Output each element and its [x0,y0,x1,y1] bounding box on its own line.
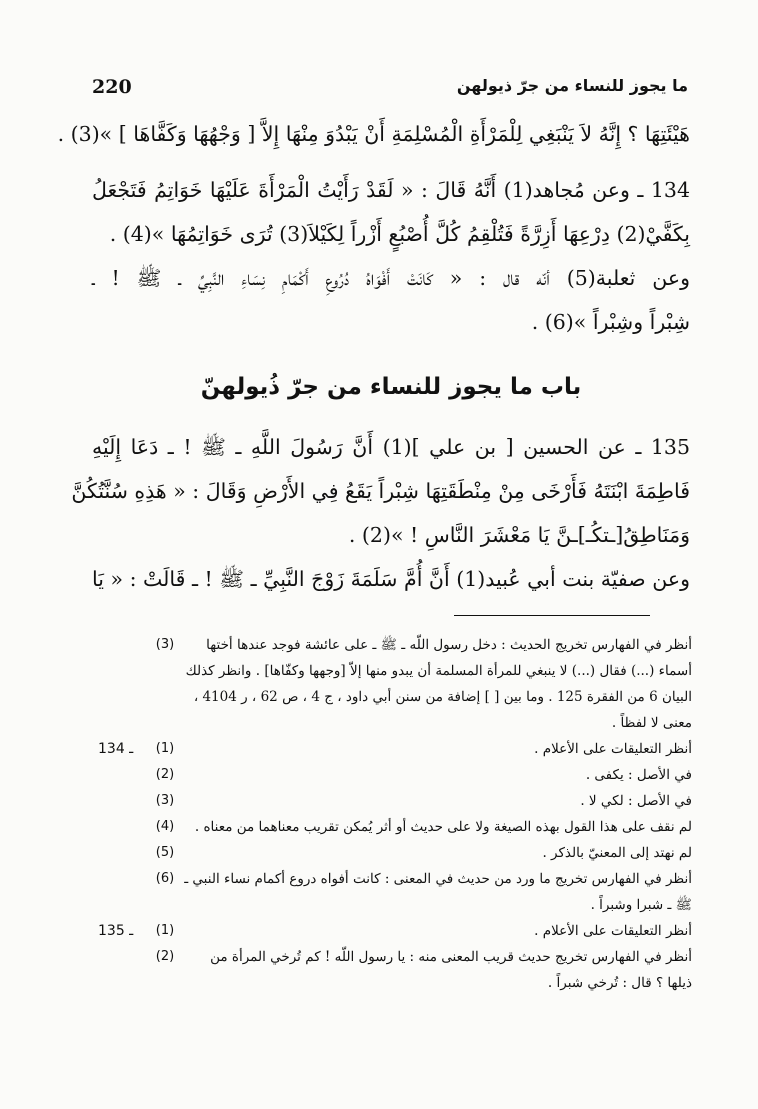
footnote-number: (1) [155,741,175,756]
footnote-text: أنظر في الفهارس تخريج حديث قريب المعنى منه : يا رسول اللّه ! كم تُرخي المرأة من ذيلها ؟ قال : تُرخي شبراً . [210,949,692,991]
footnote-section: 134 ـ [98,741,134,757]
text-line: هَيْئَتِهَا ؟ إِنَّهُ لاَ يَنْبَغِي لِلْمَرْأَةِ الْمُسْلِمَةِ أَنْ يَبْدُوَ مِنْهَا إِلاَّ [ وَجْهُهَا وَكَفَّاهَا ] »(3) . [57,122,690,146]
footnote [92,814,694,840]
footnote-number: (4) [155,819,175,834]
footnote-text: في الأصل : يكفى . [585,767,692,783]
footnote [92,840,694,866]
text-line: 134 ـ وعن مُجاهد(1) أَنَّهُ قَالَ : « لَقَدْ رَأَيْتُ الْمَرْأَةَ عَلَيْهَا خَوَاتِمُ فَتَجْعَلُ [92,178,690,202]
footnote [92,632,694,736]
footnote-text: لم نهتد إلى المعنيّ بالذكر . [542,845,692,861]
section-heading: باب ما يجوز للنساء من جرّ ذُيولهنّ [200,374,582,400]
text-line: فَاطِمَةَ ابْنَتَهُ فَأَرْخَى مِنْ مِنْطَقَتِهَا شِبْراً يَقَعُ فِي الأَرْضِ وَقَالَ : « هَذِهِ سُنَّتُكُنَّ [71,479,690,503]
footnote-number: (3) [155,793,175,808]
footnote-number: (5) [155,845,175,860]
text-line: شِبْراً وشِبْراً »(6) . [531,310,690,334]
footnote-text: لم نقف على هذا القول بهذه الصيغة ولا على حديث أو أثر يُمكن تقريب معناهما من معناه . [194,819,692,835]
footnote-number: (6) [155,871,175,886]
footnote [92,736,694,762]
text-line: وَمَنَاطِقُ[ـتكُـ]ـنَّ يَا مَعْشَرَ النَّاسِ ! »(2) . [348,523,690,547]
page-number: 220 [92,76,132,98]
footnote [92,944,694,996]
footnote-number: (3) [155,637,175,652]
footnote-number: (1) [155,923,175,938]
text-line: بِكَفَّيْ(2) دِرْعِهَا أَزِرَّةً فَتُلْقِمُ كُلَّ أُصْبُعٍ أَزْراً لِكَيْلاَ(3) تُرَى خَوَاتِمُهَا »(4) . [109,222,690,246]
running-header-title: ما يجوز للنساء من جرّ ذيولهن [456,76,688,95]
footnote [92,918,694,944]
footnote [92,762,694,788]
main-text-top [57,112,691,344]
footnote-number: (2) [155,767,175,782]
text-line: 135 ـ عن الحسين [ بن علي ](1) أَنَّ رَسُولَ اللَّهِ ـ ﷺ ! ـ دَعَا إِلَيْهِ [92,435,691,459]
footnote-text: أنظر في الفهارس تخريج ما ورد من حديث في المعنى : كانت أفواه دروع أكمام نساء النبي ـ ﷺ ـ شبرا وشبراً . [184,871,692,913]
footnote-text: أنظر التعليقات على الأعلام . [534,741,692,757]
footnote-number: (2) [155,949,175,964]
footnote [92,788,694,814]
footnote-divider [454,615,650,616]
footnote-text: في الأصل : لكي لا . [580,793,692,809]
footnote-section: 135 ـ [98,923,134,939]
footnote-text: أنظر التعليقات على الأعلام . [534,923,692,939]
main-text-section [71,425,691,601]
text-line: وعن ثعلبة(5) أنّه قال : « كَانَتْ أَفْوَاهُ دُرُوعِ أَكْمَامِ نِسَاءِ النَّبِيِّ ـ ﷺ ! ـ [92,266,691,290]
footnotes [92,632,694,996]
footnote-text: أنظر في الفهارس تخريج الحديث : دخل رسول اللّه ـ ﷺ ـ على عائشة فوجد عندها أختها أسماء (...) فقال (...) لا ينبغي للمرأة المسلمة أن يبدو منها إلاّ [وجهها وكفّاها] . وانظر كذلك البيان 6 من الفقرة 125 . وما بين [ ] إضافة من سنن أبي داود ، ج 4 ، ص 62 ، ر 4104 ، معنى لا لفظاً . [185,637,692,731]
footnote [92,866,694,918]
text-line: وعن صفيّة بنت أبي عُبيد(1) أَنَّ أُمَّ سَلَمَةَ زَوْجَ النَّبِيِّ ـ ﷺ ! ـ قَالَتْ : « يَا [92,567,690,591]
